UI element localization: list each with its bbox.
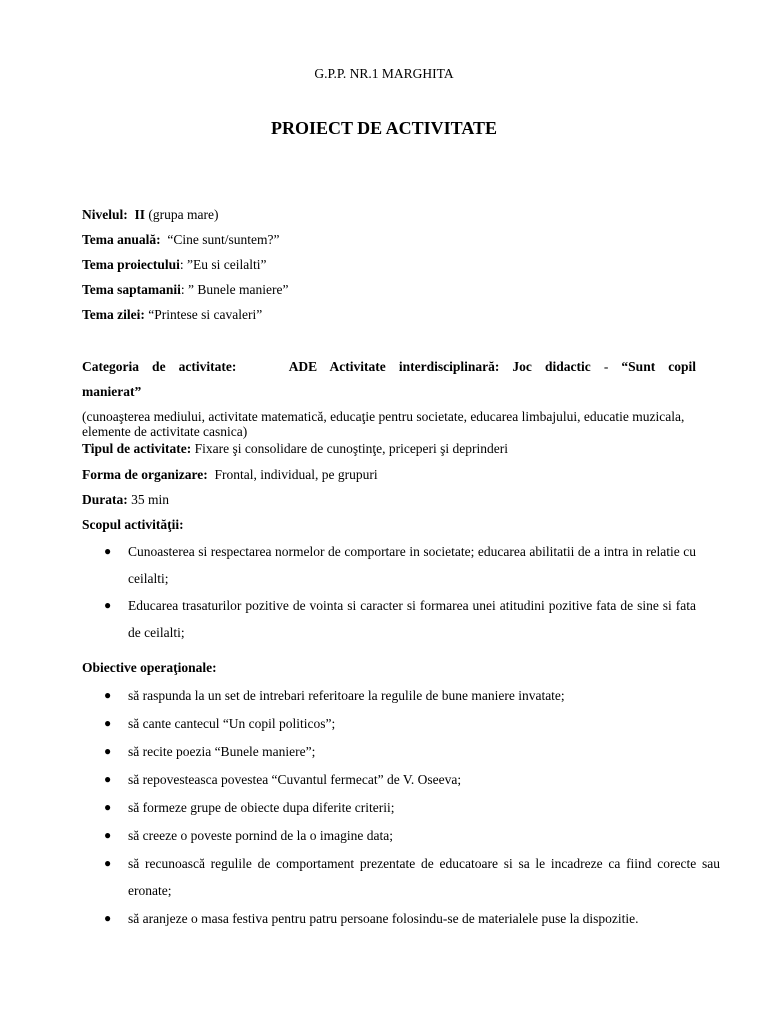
forma-value: Frontal, individual, pe grupuri [214,467,378,482]
list-item [82,766,720,793]
tema-zilei-value: “Printese si cavaleri” [148,307,263,322]
tema-anuala-line [82,231,696,249]
domains-text: (cunoaşterea mediului, activitate matematică, educaţie pentru societate, educarea limbajului, educatie muzicala, elemente de activitate casnica) [82,409,685,439]
list-item-text: să recunoască regulile de comportament prezentate de educatoare si sa le incadreze ca fiind corecte sau eronate; [128,856,720,898]
categoria-title-end: manierat” [82,384,142,399]
bullet-icon: ● [104,744,112,758]
list-item [82,710,720,737]
list-item [82,822,720,849]
nivelul-label: Nivelul: [82,207,128,222]
document-title: PROIECT DE ACTIVITATE [270,118,498,138]
bullet-icon: ● [104,911,112,925]
tema-anuala-value: “Cine sunt/suntem?” [167,232,280,247]
forma-label: Forma de organizare: [82,467,208,482]
obiective-line [82,659,696,677]
list-item-text: Educarea trasaturilor pozitive de vointa si caracter si formarea unei atitudini pozitive fata de sine si fata de ceilalti; [128,598,696,640]
categoria-dash: - [603,359,609,374]
categoria-value: ADE Activitate interdisciplinară: Joc didactic [288,359,591,374]
tema-proiectului-label: Tema proiectului [82,257,180,272]
list-item-text: să aranjeze o masa festiva pentru patru persoane folosindu-se de materialele puse la dispozitie. [128,911,639,926]
list-item-text: să creeze o poveste pornind de la o imagine data; [128,828,394,843]
categoria-block [82,354,696,404]
nivelul-line [82,206,696,224]
categoria-title-start: “Sunt copil [621,359,697,374]
list-item [82,850,720,904]
tipul-label: Tipul de activitate: [82,441,192,456]
list-item-text: să raspunda la un set de intrebari referitoare la regulile de bune maniere invatate; [128,688,565,703]
obiective-list [82,682,720,932]
categoria-label: Categoria de activitate: [82,359,237,374]
scopul-list [82,538,696,646]
tipul-value: Fixare şi consolidare de cunoştinţe, priceperi şi deprinderi [194,441,509,456]
nivelul-value-bold: II [134,207,146,222]
durata-value: 35 min [131,492,170,507]
scopul-label: Scopul activităţii: [82,517,184,532]
tema-saptamanii-line [82,281,696,299]
tema-anuala-label: Tema anuală: [82,232,161,247]
tema-saptamanii-value: : ” Bunele maniere” [180,282,289,297]
list-item [82,905,720,932]
tema-zilei-line [82,306,696,324]
list-item [82,738,720,765]
list-item-text: să repovesteasca povestea “Cuvantul fermecat” de V. Oseeva; [128,772,462,787]
list-item-text: să formeze grupe de obiecte dupa diferite criterii; [128,800,395,815]
institution-name: G.P.P. NR.1 MARGHITA [314,66,454,81]
list-item-text: să cante cantecul “Un copil politicos”; [128,716,336,731]
bullet-icon: ● [104,716,112,730]
list-item [82,538,696,592]
forma-line [82,466,696,484]
tipul-line [82,440,696,458]
nivelul-value: (grupa mare) [148,207,219,222]
bullet-icon: ● [104,688,112,702]
categoria-line [82,354,696,379]
tema-proiectului-line [82,256,696,274]
bullet-icon: ● [104,800,112,814]
scopul-line [82,516,696,534]
list-item [82,592,696,646]
durata-label: Durata: [82,492,128,507]
bullet-icon: ● [104,598,112,612]
durata-line [82,491,696,509]
list-item-text: Cunoasterea si respectarea normelor de comportare in societate; educarea abilitatii de a intra in relatie cu ceilalti; [128,544,696,586]
tema-proiectului-value: : ”Eu si ceilalti” [179,257,267,272]
list-item-text: să recite poezia “Bunele maniere”; [128,744,316,759]
bullet-icon: ● [104,772,112,786]
list-item [82,794,720,821]
bullet-icon: ● [104,828,112,842]
tema-zilei-label: Tema zilei: [82,307,145,322]
list-item [82,682,720,709]
bullet-icon: ● [104,856,112,870]
obiective-label: Obiective operaţionale: [82,660,217,675]
bullet-icon: ● [104,544,112,558]
tema-saptamanii-label: Tema saptamanii [82,282,181,297]
